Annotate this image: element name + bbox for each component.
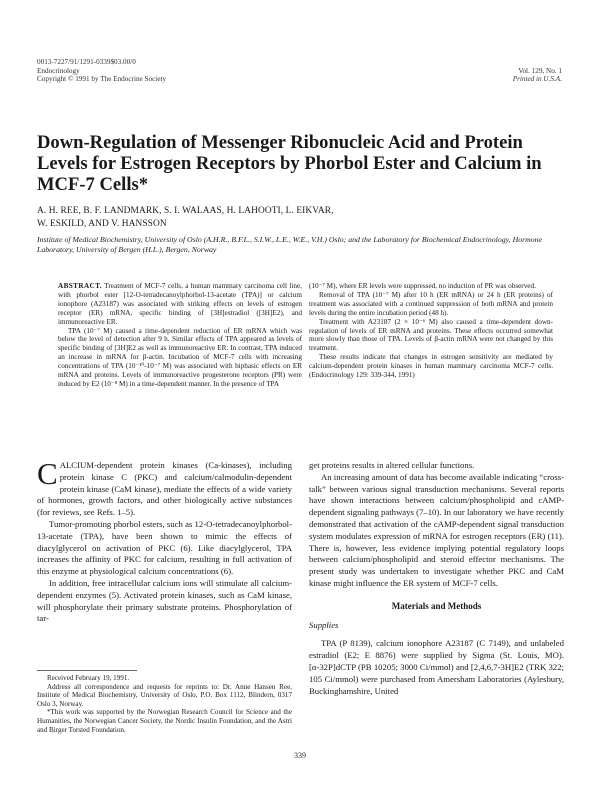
body-paragraph-2: Tumor-promoting phorbol esters, such as 12-O-tetradecanoylphorbol-13-acetate (TPA), have been shown to mimic the effects of diacylglycerol on activation of PKC (6). Like diacylglycerol, TPA increases the affinity of PKC for calcium, resulting in full activation of this enzyme at physiological calcium concentrations (6).	[37, 518, 292, 577]
body-paragraph-6: TPA (P 8139), calcium ionophore A23187 (C 7149), and unlabeled estradiol (E2; E 8876) were supplied by Sigma (St. Louis, MO). [α-32P]dCTP (PB 10205; 3000 Ci/mmol) and [2,4,6,7-3H]E2 (TRK 322; 105 Ci/mmol) were purchased from Amersham Laboratories (Aylesbury, Buckinghamshire, United	[309, 638, 564, 696]
abstract-label: ABSTRACT.	[58, 282, 103, 290]
footnote-divider	[37, 670, 137, 671]
body-paragraph-4: get proteins results in altered cellular functions.	[309, 460, 475, 470]
footnote-address: Address all correspondence and requests for reprints to: Dr. Anne Hansen Ree, Institute of Medical Biochemistry, University of Oslo, P.O. Box 1112, Blindern, 0317 Oslo 3, Norway.	[37, 682, 292, 708]
footnotes	[37, 674, 292, 734]
lead-word: ALCIUM	[59, 460, 94, 470]
copyright-line: Copyright © 1991 by The Endocrine Society	[37, 75, 167, 84]
abstract-left-column	[58, 282, 302, 389]
journal-header-right	[513, 58, 562, 84]
author-line-1: A. H. REE, B. F. LANDMARK, S. I. WALAAS, H. LAHOOTI, L. EIKVAR,	[37, 206, 334, 216]
volume-line: Vol. 129, No. 1	[518, 66, 562, 75]
code-line: 0013-7227/91/1291-0339$03.00/0	[37, 58, 136, 66]
body-paragraph-3: In addition, free intracellular calcium ions will stimulate all calcium-dependent enzymes (5). Activated protein kinases, such as CaM kinase, will phosphorylate their primary substrate proteins. Phosphorylation of tar-	[37, 577, 292, 624]
journal-name: Endocrinology	[37, 66, 80, 75]
abstract-paragraph-3: (10⁻⁷ M), where ER levels were suppressed, no induction of PR was observed.	[309, 282, 536, 290]
drop-cap: C	[37, 456, 58, 491]
author-line-2: W. ESKILD, AND V. HANSSON	[37, 218, 167, 229]
author-list	[37, 205, 557, 230]
abstract-paragraph-5: Treatment with A23187 (2 × 10⁻⁶ M) also caused a time-dependent down-regulation of levels of ER mRNA and proteins. These effects occurred somewhat more slowly than those of TPA. Levels of β-actin mRNA were not changed by this treatment.	[309, 317, 553, 353]
article-title: Down-Regulation of Messenger Ribonucleic Acid and Protein Levels for Estrogen Receptors by Phorbol Ester and Calcium in MCF-7 Cells*	[37, 132, 542, 195]
body-paragraph-1: -dependent protein kinases (Ca-kinases), including protein kinase C (PKC) and calcium/calmodulin-dependent protein kinase (CaM kinase), mediate the effects of a wide variety of hormones, growth factors, and other biologically active substances (for reviews, see Refs. 1–5).	[37, 460, 292, 518]
section-heading: Materials and Methods	[391, 600, 482, 611]
page-number: 339	[294, 751, 306, 760]
abstract-right-column	[309, 282, 553, 380]
body-paragraph-5: An increasing amount of data has become available indicating “cross-talk” between various signal transduction mechanisms. Several reports have shown interactions between calcium/phospholipid and cAMP-dependent signaling pathways (7–10). In our laboratory we have recently demonstrated that activation of the cAMP-dependent signal transduction system modulates expression of mRNA for estrogen receptors (ER) (11). There is, however, less evidence implying potential regulatory loops between calcium/phospholipid and steroid effector mechanisms. The present study was undertaken to investigate whether PKC and CaM kinase might influence the ER system of MCF-7 cells.	[309, 471, 564, 588]
subsection-heading: Supplies	[309, 619, 339, 630]
abstract-paragraph-1: Treatment of MCF-7 cells, a human mammary carcinoma cell line, with phorbol ester [12-O-tetradecanoylphorbol-13-acetate (TPA)] or calcium ionophore (A23187) was associated with striking effects on levels of estrogen receptor (ER) mRNA, specific binding of [3H]estradiol ([3H]E2), and immunoreactive ER.	[58, 282, 302, 326]
footnote-received: Received February 19, 1991.	[47, 674, 130, 682]
abstract-paragraph-6: These results indicate that changes in estrogen sensitivity are mediated by calcium-dependent protein kinases in human mammary carcinoma MCF-7 cells. (Endocrinology 129: 339-344, 1991)	[309, 353, 553, 380]
abstract-paragraph-4: Removal of TPA (10⁻⁷ M) after 10 h (ER mRNA) or 24 h (ER proteins) of treatment was associated with a continued suppression of both mRNA and protein levels during the entire incubation period (48 h).	[309, 290, 553, 317]
body-left-column	[37, 456, 292, 625]
abstract-paragraph-2: TPA (10⁻⁷ M) caused a time-dependent reduction of ER mRNA which was below the level of detection after 9 h. Similar effects of TPA appeared as levels of specific binding of [3H]E2 as well as immunoreactive ER. In contrast, TPA induced an increase in mRNA for β-actin. Incubation of MCF-7 cells with increasing concentrations of TPA (10⁻¹⁰-10⁻⁷ M) was associated with biphasic effects on ER mRNA and proteins. Levels of immunoreactive progesterone receptors (PR) were induced by E2 (10⁻⁸ M) in a time-dependent manner. In the presence of TPA	[58, 326, 302, 388]
affiliation: Institute of Medical Biochemistry, University of Oslo (A.H.R., B.F.L., S.I.W., L.E., W.E., V.H.) Oslo; and the Laboratory for Biochemical Endocrinology, Hormone Laboratory, University of Bergen (H.L.), Bergen, Norway	[37, 235, 543, 254]
printed-line: Printed in U.S.A.	[512, 75, 562, 84]
body-right-column	[309, 460, 564, 697]
journal-header-left	[37, 58, 166, 84]
footnote-support: *This work was supported by the Norwegian Research Council for Science and the Humanities, the Norwegian Cancer Society, the Nordic Insulin Foundation, and the Astri and Birger Torsted Foundation.	[37, 708, 292, 734]
